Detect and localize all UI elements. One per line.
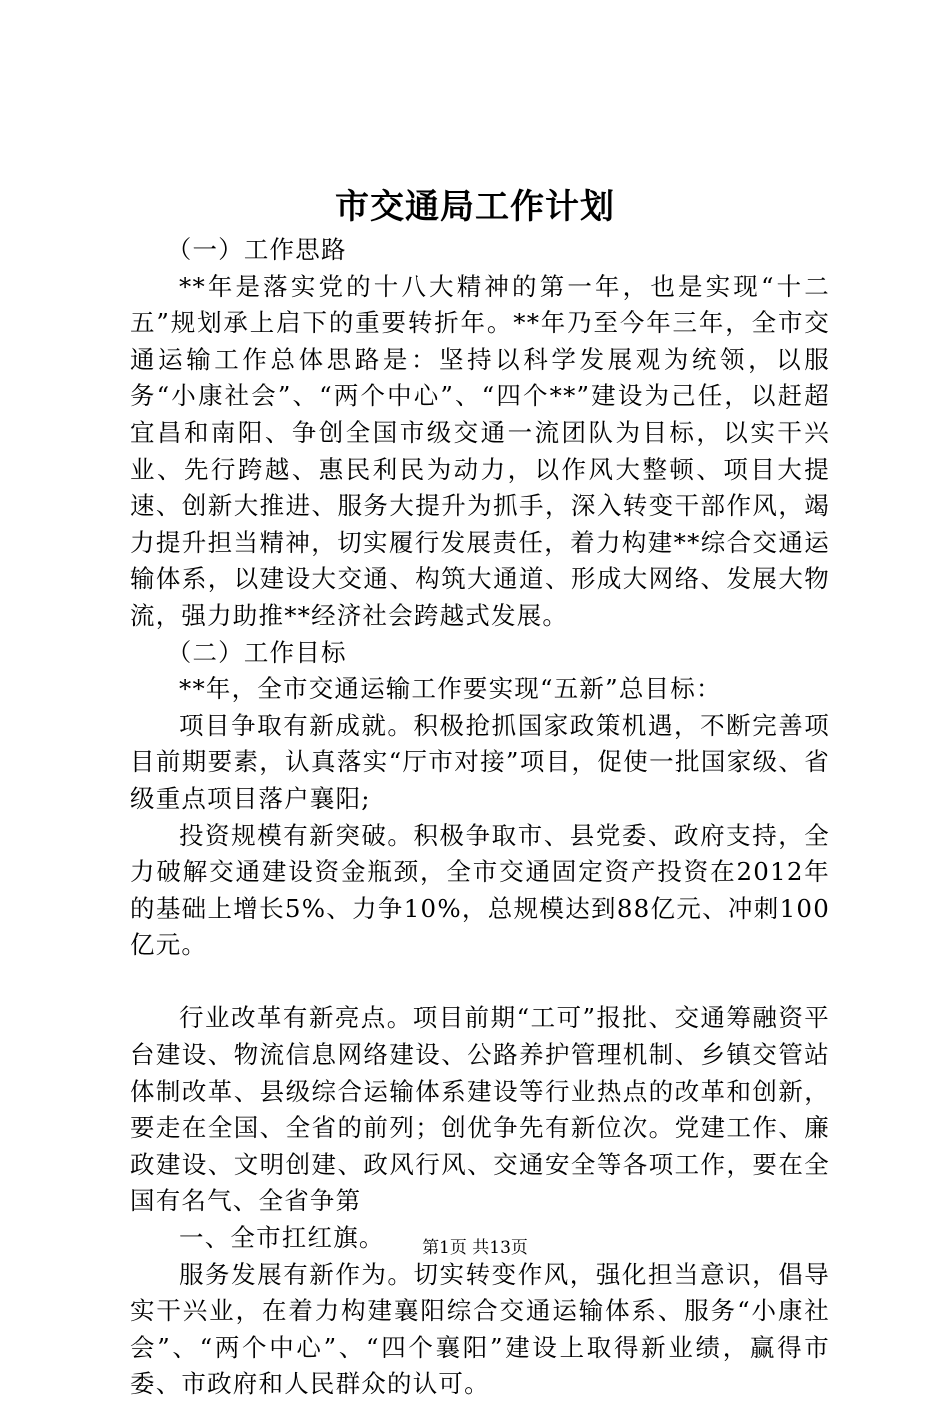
paragraph-project: 项目争取有新成就。积极抢抓国家政策机遇，不断完善项目前期要素，认真落实“厅市对接”项目，促使一批国家级、省级重点项目落户襄阳; — [130, 710, 830, 813]
paragraph-service: 服务发展有新作为。切实转变作风，强化担当意识，倡导实干兴业，在着力构建襄阳综合交通运输体系、服务“小康社会”、“两个中心”、“四个襄阳”建设上取得新业绩，赢得市委、市政府和人民群众的认可。 — [130, 1259, 830, 1399]
paragraph-reform: 行业改革有新亮点。项目前期“工可”报批、交通筹融资平台建设、物流信息网络建设、公路养护管理机制、乡镇交管站体制改革、县级综合运输体系建设等行业热点的改革和创新，要走在全国、全省的前列；创优争先有新位次。党建工作、廉政建设、文明创建、政风行风、交通安全等各项工作，要在全国有名气、全省争第 — [130, 1003, 830, 1216]
blank-line — [130, 964, 830, 1001]
document-body — [130, 232, 830, 1403]
paragraph-red-flag: 一、全市扛红旗。 — [179, 1223, 385, 1253]
page-number: 第1页 共13页 — [422, 1238, 528, 1258]
paragraph-investment: 投资规模有新突破。积极争取市、县党委、政府支持，全力破解交通建设资金瓶颈，全市交通固定资产投资在2012年的基础上增长5%、力争10%，总规模达到88亿元、冲刺100亿元。 — [130, 820, 830, 960]
paragraph-ideas: **年是落实党的十八大精神的第一年，也是实现“十二五”规划承上启下的重要转折年。**年乃至今年三年，全市交通运输工作总体思路是：坚持以科学发展观为统领，以服务“小康社会”、“两个中心”、“四个**”建设为己任，以赶超宜昌和南阳、争创全国市级交通一流团队为目标，以实干兴业、先行跨越、惠民利民为动力，以作风大整顿、项目大提速、创新大推进、服务大提升为抓手，深入转变干部作风，竭力提升担当精神，切实履行发展责任，着力构建**综合交通运输体系，以建设大交通、构筑大通道、形成大网络、发展大物流，强力助推**经济社会跨越式发展。 — [130, 271, 830, 630]
document-title: 市交通局工作计划 — [335, 187, 615, 227]
section-heading-ideas: （一）工作思路 — [166, 235, 347, 264]
paragraph-goals-intro: **年，全市交通运输工作要实现“五新”总目标： — [179, 674, 722, 704]
section-heading-goals: （二）工作目标 — [166, 637, 347, 667]
